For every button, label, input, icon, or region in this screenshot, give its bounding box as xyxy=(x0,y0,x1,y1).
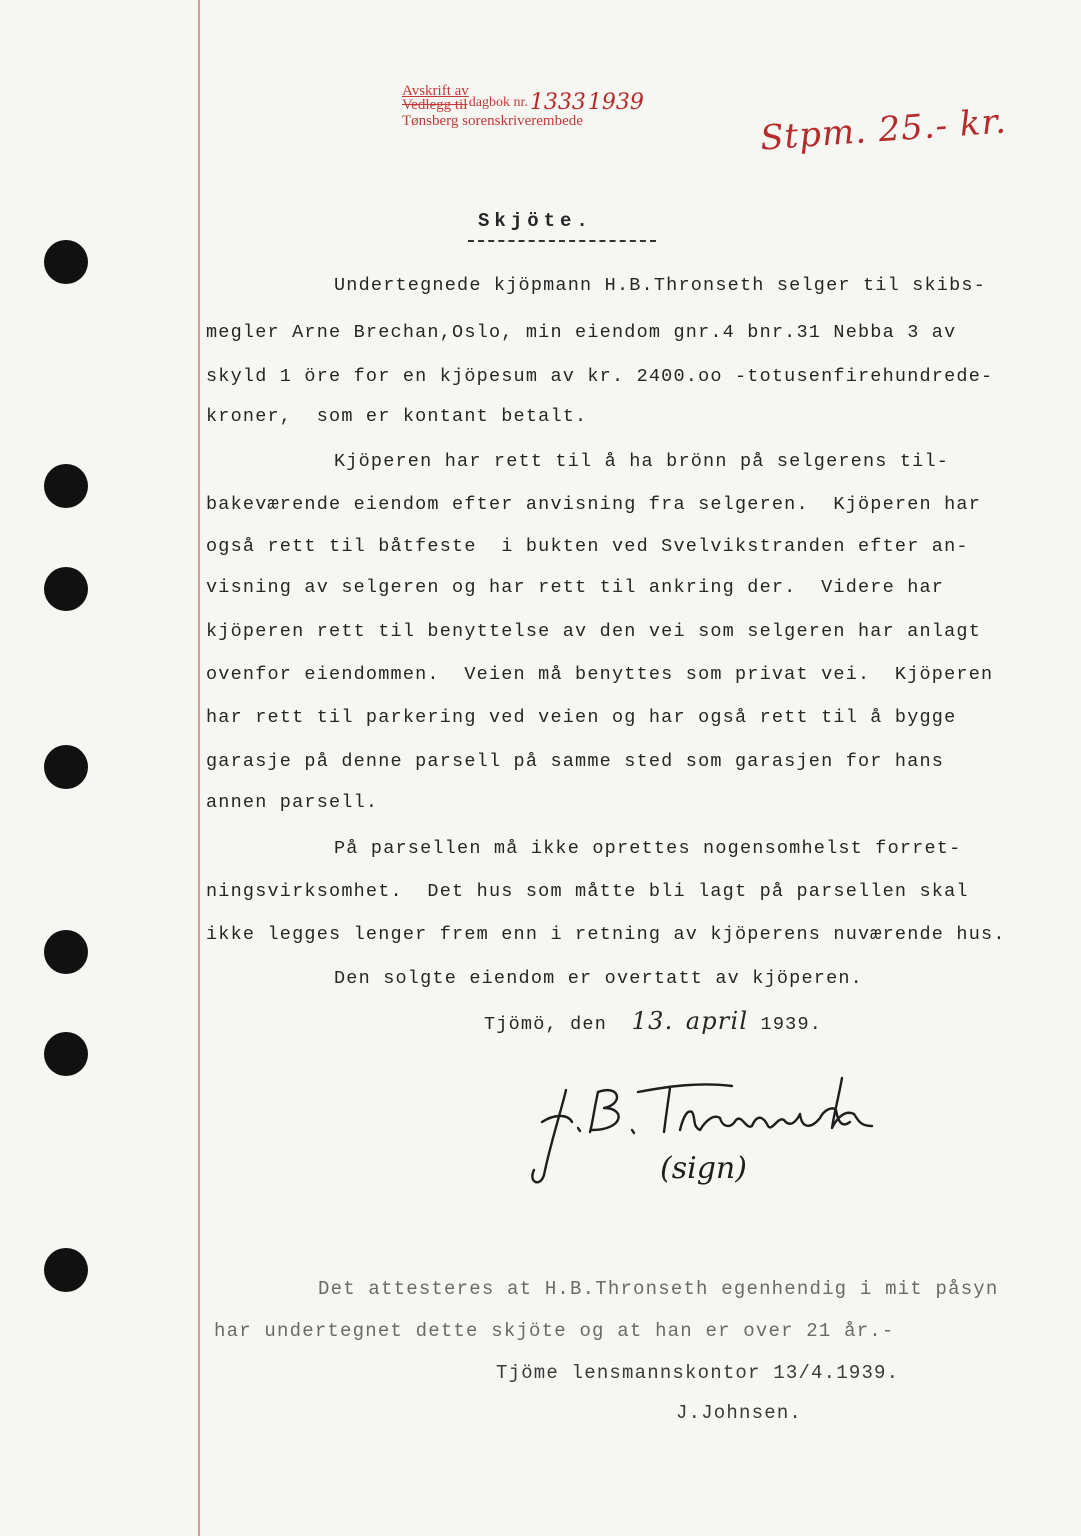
registry-stamp xyxy=(402,84,644,130)
body-line: Den solgte eiendom er overtatt av kjöperen. xyxy=(334,968,863,989)
punch-hole-6 xyxy=(44,1032,88,1076)
attestation-signer: J.Johnsen. xyxy=(676,1402,803,1424)
date-day: 13. xyxy=(631,1007,674,1035)
attestation-line-2: har undertegnet dette skjöte og at han er over 21 år.- xyxy=(214,1320,895,1342)
punch-hole-3 xyxy=(44,567,88,611)
body-line: bakeværende eiendom efter anvisning fra selgeren. Kjöperen har xyxy=(206,494,982,515)
body-line: også rett til båtfeste i bukten ved Svelvikstranden efter an- xyxy=(206,536,969,557)
body-line: kjöperen rett til benyttelse av den vei som selgeren har anlagt xyxy=(206,621,982,642)
body-line: megler Arne Brechan,Oslo, min eiendom gnr.4 bnr.31 Nebba 3 av xyxy=(206,322,957,343)
stamp-prefix-bottom: Vedlegg til xyxy=(402,97,468,113)
body-line: skyld 1 öre for en kjöpesum av kr. 2400.oo -totusenfirehundrede- xyxy=(206,366,994,387)
body-line: har rett til parkering ved veien og har også rett til å bygge xyxy=(206,707,957,728)
stamp-dagbok-label: dagbok nr. xyxy=(468,95,528,110)
body-line: Undertegnede kjöpmann H.B.Thronseth selger til skibs- xyxy=(334,275,986,296)
signature-note: (sign) xyxy=(660,1151,747,1186)
date-prefix: Tjömö, den xyxy=(484,1014,608,1035)
place-date-line xyxy=(484,1007,823,1036)
body-line: ikke legges lenger frem enn i retning av kjöperens nuværende hus. xyxy=(206,924,1006,945)
stamp-prefix-top: Avskrift av xyxy=(402,83,469,99)
title-underline xyxy=(468,240,656,242)
body-line: ovenfor eiendommen. Veien må benyttes som privat vei. Kjöperen xyxy=(206,664,994,685)
punch-hole-7 xyxy=(44,1248,88,1292)
date-month: april xyxy=(685,1007,749,1035)
punch-hole-4 xyxy=(44,745,88,789)
document-title: Skjöte. xyxy=(478,210,593,232)
stamp-year: 1939 xyxy=(587,90,644,115)
stamp-fee-note: Stpm. 25.- kr. xyxy=(758,101,1008,159)
red-margin-line xyxy=(198,0,200,1536)
body-line: garasje på denne parsell på samme sted som garasjen for hans xyxy=(206,751,945,772)
body-line: ningsvirksomhet. Det hus som måtte bli lagt på parsellen skal xyxy=(206,881,969,902)
punch-hole-2 xyxy=(44,464,88,508)
body-line: kroner, som er kontant betalt. xyxy=(206,406,588,427)
handwritten-signature xyxy=(520,1070,900,1190)
stamp-dagbok-number: 1333 xyxy=(529,90,586,115)
punch-hole-1 xyxy=(44,240,88,284)
punch-hole-5 xyxy=(44,930,88,974)
body-line: visning av selgeren og har rett til ankring der. Videre har xyxy=(206,577,945,598)
attestation-office-date: Tjöme lensmannskontor 13/4.1939. xyxy=(496,1362,900,1384)
body-line: annen parsell. xyxy=(206,792,379,813)
stamp-office: Tønsberg sorenskriverembede xyxy=(402,113,583,129)
body-line: På parsellen må ikke oprettes nogensomhelst forret- xyxy=(334,838,962,859)
body-line: Kjöperen har rett til å ha brönn på selgerens til- xyxy=(334,451,950,472)
attestation-line-1: Det attesteres at H.B.Thronseth egenhendig i mit påsyn xyxy=(318,1278,999,1300)
date-year: 1939. xyxy=(760,1014,823,1035)
